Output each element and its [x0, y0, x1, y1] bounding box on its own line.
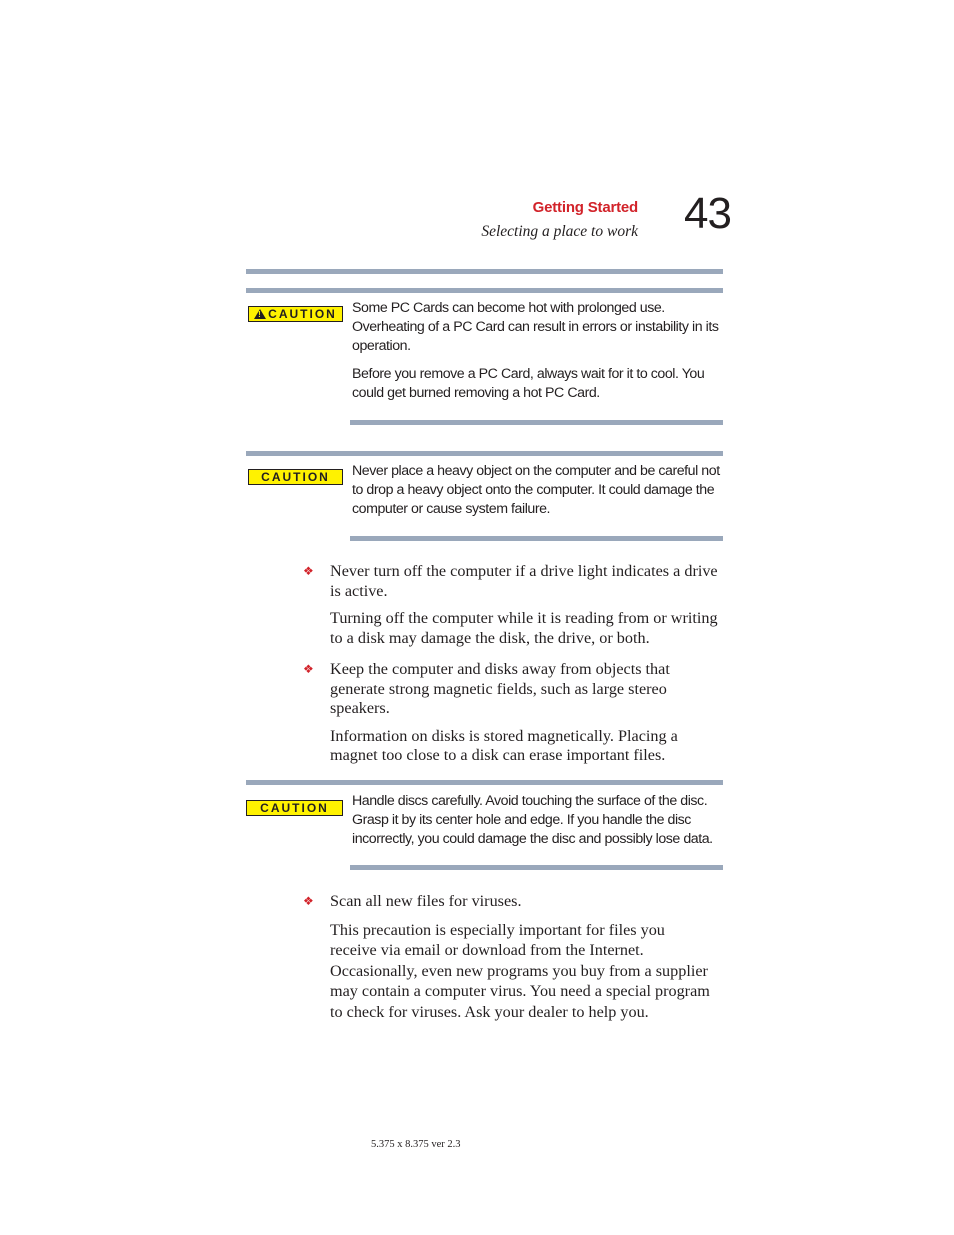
- caution-badge: [248, 306, 343, 322]
- bullet-diamond-icon: ❖: [303, 564, 314, 578]
- running-header-chapter: Getting Started: [532, 199, 638, 216]
- caution-badge-label: CAUTION: [268, 307, 337, 321]
- header-rule: [246, 269, 723, 274]
- caution-bottom-rule: [350, 420, 723, 425]
- bullet-detail: Information on disks is stored magnetically. Placing a magnet too close to a disk can erase important files.: [330, 726, 678, 764]
- caution-paragraph: Some PC Cards can become hot with prolonged use. Overheating of a PC Card can result in errors or instability in its operation.: [352, 300, 719, 354]
- print-spec-footer: 5.375 x 8.375 ver 2.3: [371, 1139, 461, 1150]
- caution-top-rule: [246, 780, 723, 785]
- caution-top-rule: [246, 288, 723, 293]
- warning-triangle-icon: [254, 309, 266, 319]
- caution-text: [352, 792, 724, 849]
- bullet-diamond-icon: ❖: [303, 894, 314, 908]
- bullet-item: [330, 562, 725, 648]
- bullet-diamond-icon: ❖: [303, 662, 314, 676]
- caution-text: [352, 462, 724, 519]
- caution-paragraph: Handle discs carefully. Avoid touching the surface of the disc. Grasp it by its center hole and edge. If you handle the disc incorrectly, you could damage the disc and possibly lose data.: [352, 793, 713, 847]
- caution-bottom-rule: [350, 865, 723, 870]
- caution-badge-label: CAUTION: [261, 470, 330, 484]
- caution-paragraph: Before you remove a PC Card, always wait for it to cool. You could get burned removing a hot PC Card.: [352, 366, 705, 401]
- bullet-detail: This precaution is especially important for files you receive via email or download from the Internet. Occasionally, even new programs you buy from a supplier may contain a computer virus. You need a special program to check for viruses. Ask your dealer to help you.: [330, 920, 710, 1021]
- bullet-title: Scan all new files for viruses.: [330, 892, 522, 910]
- bullet-item: [330, 660, 725, 766]
- caution-badge-label: CAUTION: [260, 801, 329, 815]
- bullet-title: Never turn off the computer if a drive light indicates a drive is active.: [330, 562, 718, 600]
- caution-top-rule: [246, 451, 723, 456]
- page-number: 43: [684, 189, 731, 238]
- caution-paragraph: Never place a heavy object on the computer and be careful not to drop a heavy object onto the computer. It could damage the computer or cause system failure.: [352, 463, 720, 517]
- bullet-title: Keep the computer and disks away from objects that generate strong magnetic fields, such as large stereo speakers.: [330, 660, 670, 717]
- bullet-detail: Turning off the computer while it is reading from or writing to a disk may damage the disk, the drive, or both.: [330, 609, 718, 647]
- bullet-item: [330, 892, 715, 1022]
- caution-badge: [246, 800, 343, 816]
- caution-bottom-rule: [350, 536, 723, 541]
- caution-text: [352, 299, 724, 403]
- caution-badge: [248, 469, 343, 485]
- running-header-section: Selecting a place to work: [481, 223, 638, 240]
